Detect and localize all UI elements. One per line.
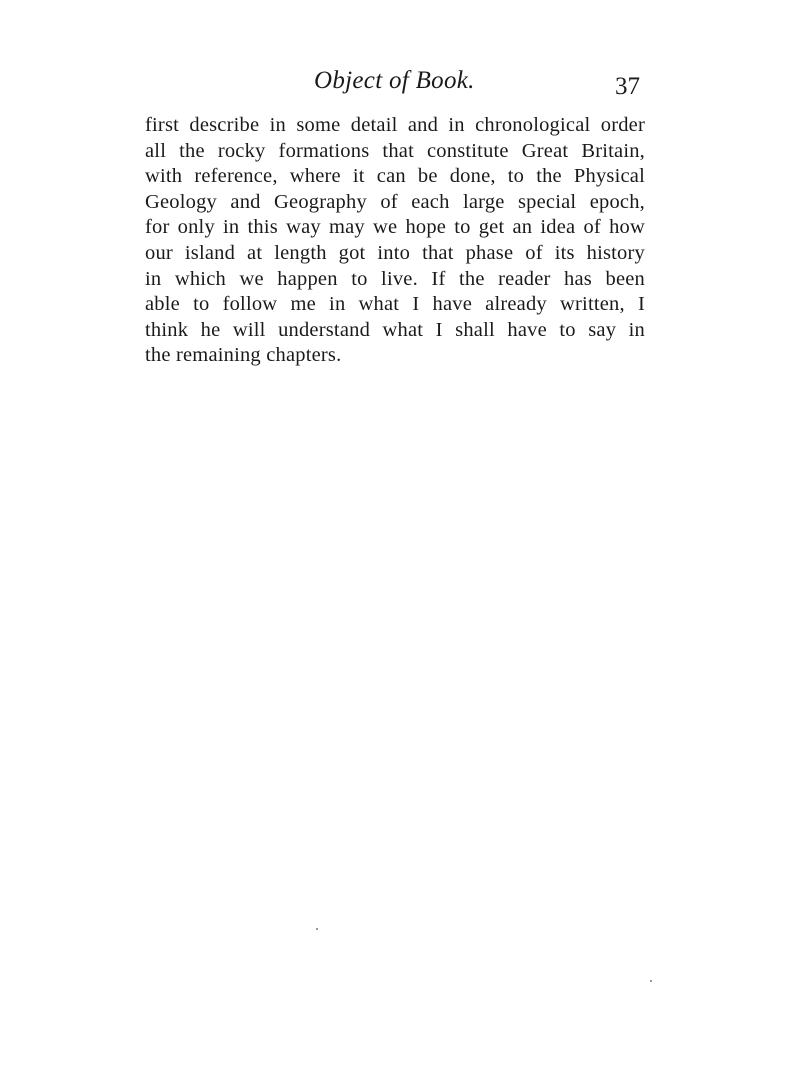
text-line: with reference, where it can be done, to the Physical [145,165,645,188]
text-line: able to follow me in what I have already written, I [145,293,645,316]
text-line: for only in this way may we hope to get an idea of how [145,216,645,239]
paper-speck [650,980,652,982]
text-line: think he will understand what I shall have to say in [145,318,645,341]
text-line: all the rocky formations that constitute Great Britain, [145,139,645,162]
text-line: our island at length got into that phase of its history [145,241,645,264]
text-line: first describe in some detail and in chronological order [145,114,645,136]
page-number: 37 [615,73,640,100]
text-line: the remaining chapters. [145,344,342,367]
running-title: Object of Book. [314,67,475,94]
paper-speck [316,928,318,930]
running-head [145,64,645,98]
body-paragraph [145,113,645,369]
text-line: Geology and Geography of each large special epoch, [145,190,645,213]
text-line: in which we happen to live. If the reader has been [145,267,645,290]
